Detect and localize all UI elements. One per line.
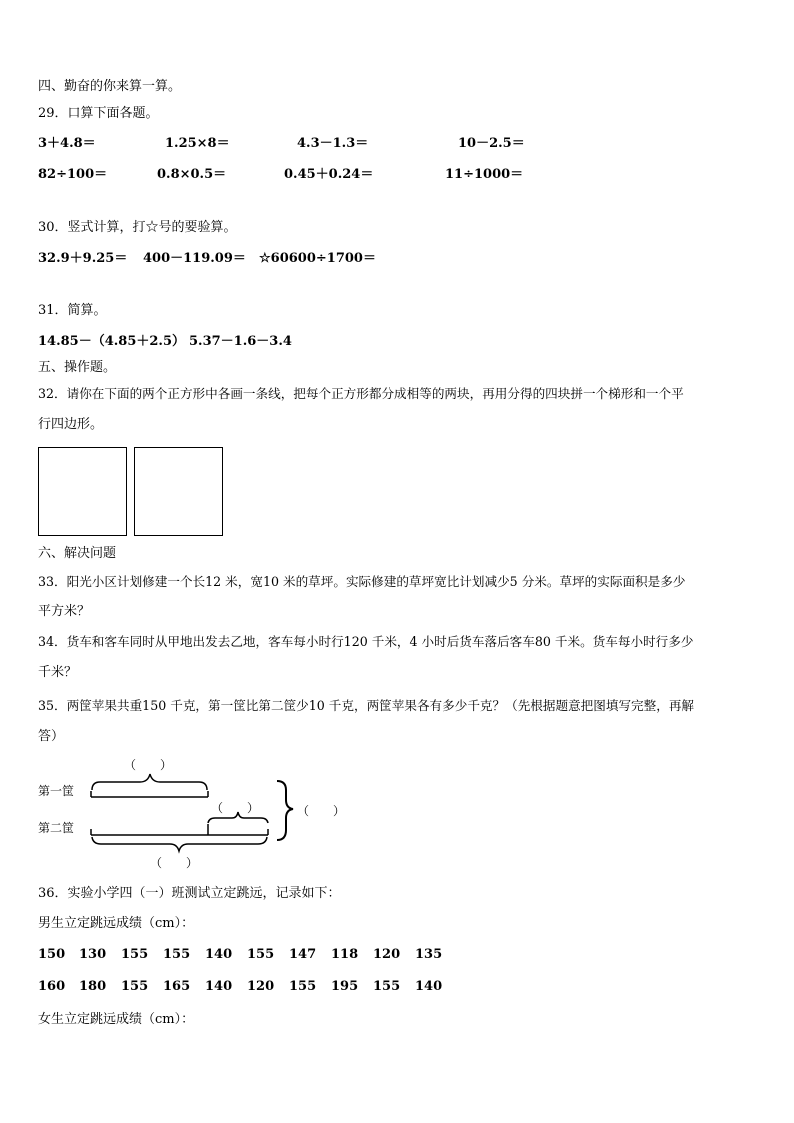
section-5-title: 五、操作题。 bbox=[38, 360, 117, 375]
boys-label: 男生立定跳远成绩（cm）： bbox=[38, 916, 195, 931]
q30-item: 32.9＋9.25＝ bbox=[38, 251, 128, 266]
question-33-text-cont: 平方米？ bbox=[38, 604, 91, 619]
q31-item: 14.85－（4.85＋2.5） bbox=[38, 334, 185, 349]
q30-item: 400－119.09＝ bbox=[143, 251, 246, 266]
first-basket-blank[interactable]: （ ） bbox=[124, 758, 173, 772]
score-cell: 155 bbox=[289, 979, 317, 994]
q29-item: 10－2.5＝ bbox=[458, 136, 525, 151]
q29-item: 11÷1000＝ bbox=[445, 167, 524, 182]
section-6-title: 六、解决问题 bbox=[38, 546, 117, 561]
question-36-label: 36．实验小学四（一）班测试立定跳远，记录如下： bbox=[38, 886, 341, 901]
score-cell: 130 bbox=[79, 947, 107, 962]
section-4-title: 四、勤奋的你来算一算。 bbox=[38, 79, 182, 94]
score-cell: 155 bbox=[121, 979, 149, 994]
question-34-text: 34．货车和客车同时从甲地出发去乙地，客车每小时行120 千米，4 小时后货车落后客车80 千米。货车每小时行多少 bbox=[38, 634, 694, 649]
score-cell: 195 bbox=[331, 979, 359, 994]
score-cell: 165 bbox=[163, 979, 191, 994]
question-30-label: 30．竖式计算，打☆号的要验算。 bbox=[38, 220, 237, 235]
score-cell: 140 bbox=[205, 979, 233, 994]
score-cell: 155 bbox=[247, 947, 275, 962]
score-cell: 155 bbox=[163, 947, 191, 962]
question-32-text: 32．请你在下面的两个正方形中各画一条线，把每个正方形都分成相等的两块，再用分得的四块拼一个梯形和一个平 bbox=[38, 386, 684, 401]
q29-item: 4.3－1.3＝ bbox=[297, 136, 369, 151]
question-35-text-cont: 答） bbox=[38, 729, 65, 744]
difference-blank[interactable]: （ ） bbox=[211, 801, 260, 815]
question-33-text: 33．阳光小区计划修建一个长12 米，宽10 米的草坪。实际修建的草坪宽比计划减少5 分米。草坪的实际面积是多少 bbox=[38, 574, 686, 589]
second-basket-blank[interactable]: （ ） bbox=[150, 856, 199, 870]
second-basket-brace bbox=[92, 837, 267, 851]
score-cell: 160 bbox=[38, 979, 66, 994]
q29-item: 3＋4.8＝ bbox=[38, 136, 96, 151]
score-cell: 140 bbox=[205, 947, 233, 962]
q31-item: 5.37－1.6－3.4 bbox=[189, 334, 292, 349]
score-cell: 147 bbox=[289, 947, 317, 962]
question-34-text-cont: 千米？ bbox=[38, 665, 78, 680]
first-basket-label: 第一筐 bbox=[38, 784, 75, 798]
question-31-label: 31．简算。 bbox=[38, 303, 107, 318]
q29-item: 0.8×0.5＝ bbox=[157, 167, 227, 182]
q29-item: 1.25×8＝ bbox=[165, 136, 230, 151]
second-basket-label: 第二筐 bbox=[38, 821, 75, 835]
score-cell: 180 bbox=[79, 979, 107, 994]
score-cell: 155 bbox=[373, 979, 401, 994]
score-cell: 155 bbox=[121, 947, 149, 962]
score-cell: 140 bbox=[415, 979, 443, 994]
first-basket-brace bbox=[92, 774, 207, 790]
q29-item: 0.45＋0.24＝ bbox=[284, 167, 374, 182]
score-cell: 135 bbox=[415, 947, 443, 962]
score-cell: 150 bbox=[38, 947, 66, 962]
question-32-text-cont: 行四边形。 bbox=[38, 417, 104, 432]
score-cell: 120 bbox=[247, 979, 275, 994]
score-cell: 118 bbox=[331, 947, 359, 962]
score-cell: 120 bbox=[373, 947, 401, 962]
q29-item: 82÷100＝ bbox=[38, 167, 108, 182]
q30-item: ☆60600÷1700＝ bbox=[259, 251, 376, 266]
total-brace bbox=[277, 781, 293, 840]
total-blank[interactable]: （ ） bbox=[297, 804, 346, 818]
girls-label: 女生立定跳远成绩（cm）： bbox=[38, 1012, 195, 1027]
question-35-text: 35．两筐苹果共重150 千克，第一筐比第二筐少10 千克，两筐苹果各有多少千克？（先根据题意把图填写完整，再解 bbox=[38, 698, 695, 713]
question-29-label: 29．口算下面各题。 bbox=[38, 106, 159, 121]
